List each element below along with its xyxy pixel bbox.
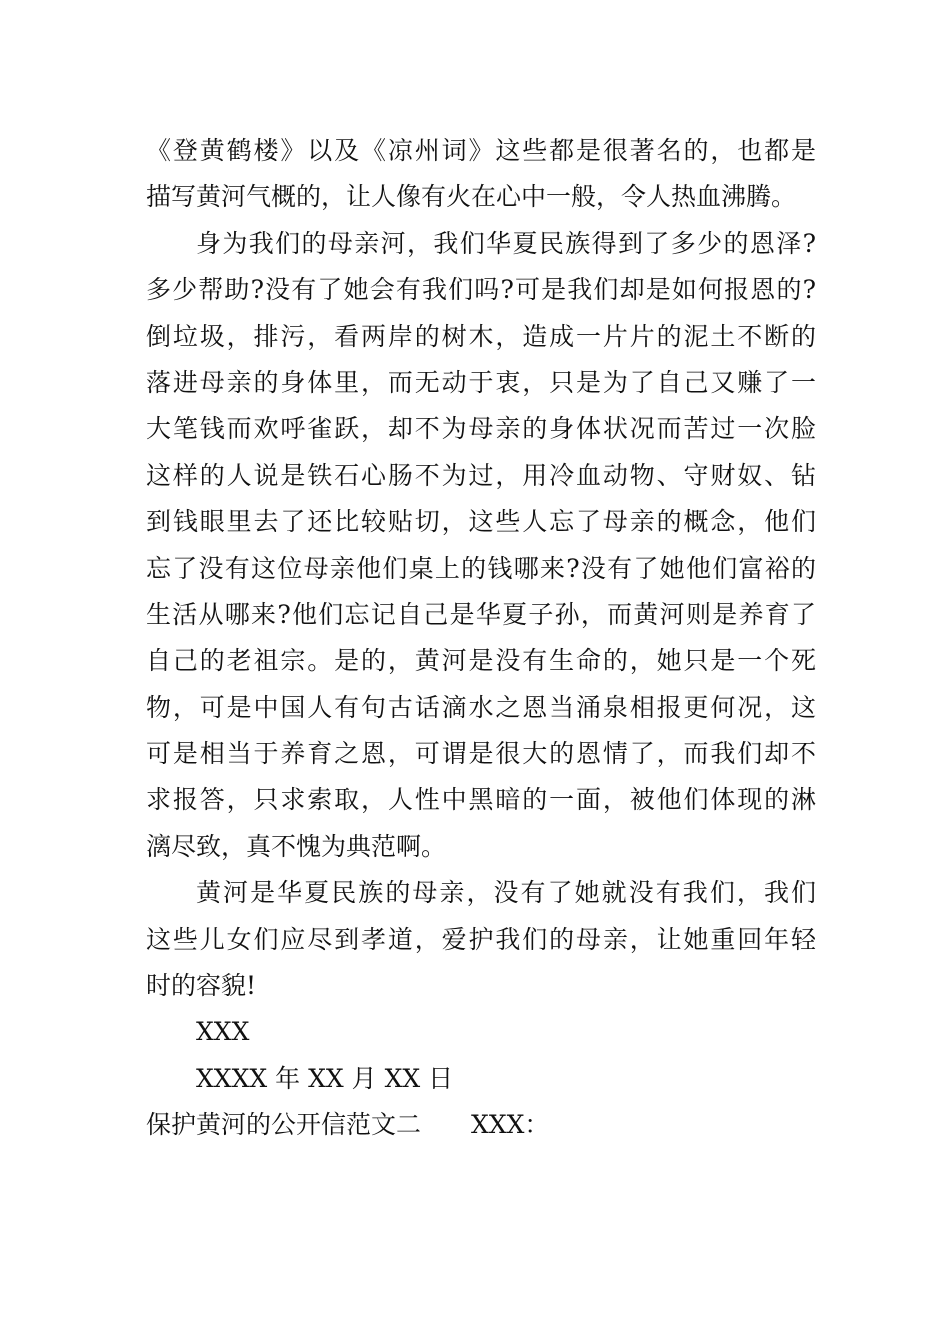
next-letter-title: 保护黄河的公开信范文二 (146, 1110, 422, 1140)
body-line: 漓尽致，真不愧为典范啊。 (146, 831, 447, 861)
signature: XXX (196, 1017, 250, 1047)
body-line: 这样的人说是铁石心肠不为过，用冷血动物、守财奴、钻 (146, 460, 816, 490)
next-letter-addressee: XXX： (471, 1110, 550, 1140)
letter-date: XXXX 年 XX 月 XX 日 (196, 1063, 454, 1093)
paragraph-first-line: 黄河是华夏民族的母亲，没有了她就没有我们，我们 (196, 878, 816, 908)
body-line: 多少帮助?没有了她会有我们吗?可是我们却是如何报恩的? (146, 275, 816, 305)
paragraph-first-line: 身为我们的母亲河，我们华夏民族得到了多少的恩泽? (196, 228, 816, 258)
next-letter-heading (146, 1102, 816, 1148)
body-line: 到钱眼里去了还比较贴切，这些人忘了母亲的概念，他们 (146, 507, 816, 537)
body-line: 求报答，只求索取，人性中黑暗的一面，被他们体现的淋 (146, 785, 816, 815)
body-line: 描写黄河气概的，让人像有火在心中一般，令人热血沸腾。 (146, 182, 797, 212)
body-line: 物，可是中国人有句古话滴水之恩当涌泉相报更何况，这 (146, 692, 816, 722)
body-line: 自己的老祖宗。是的，黄河是没有生命的，她只是一个死 (146, 646, 816, 676)
body-line: 可是相当于养育之恩，可谓是很大的恩情了，而我们却不 (146, 739, 816, 769)
body-line: 这些儿女们应尽到孝道，爱护我们的母亲，让她重回年轻 (146, 924, 816, 954)
body-line: 《登黄鹤楼》以及《凉州词》这些都是很著名的，也都是 (146, 136, 816, 165)
letter-body (146, 128, 816, 1149)
body-line: 落进母亲的身体里，而无动于衷，只是为了自己又赚了一 (146, 367, 816, 397)
body-line: 生活从哪来?他们忘记自己是华夏子孙，而黄河则是养育了 (146, 599, 816, 629)
body-line: 忘了没有这位母亲他们桌上的钱哪来?没有了她他们富裕的 (146, 553, 816, 583)
body-line: 大笔钱而欢呼雀跃，却不为母亲的身体状况而苦过一次脸 (146, 414, 816, 444)
body-line: 时的容貌! (146, 971, 257, 1001)
body-line: 倒垃圾，排污，看两岸的树木，造成一片片的泥土不断的 (146, 321, 816, 351)
